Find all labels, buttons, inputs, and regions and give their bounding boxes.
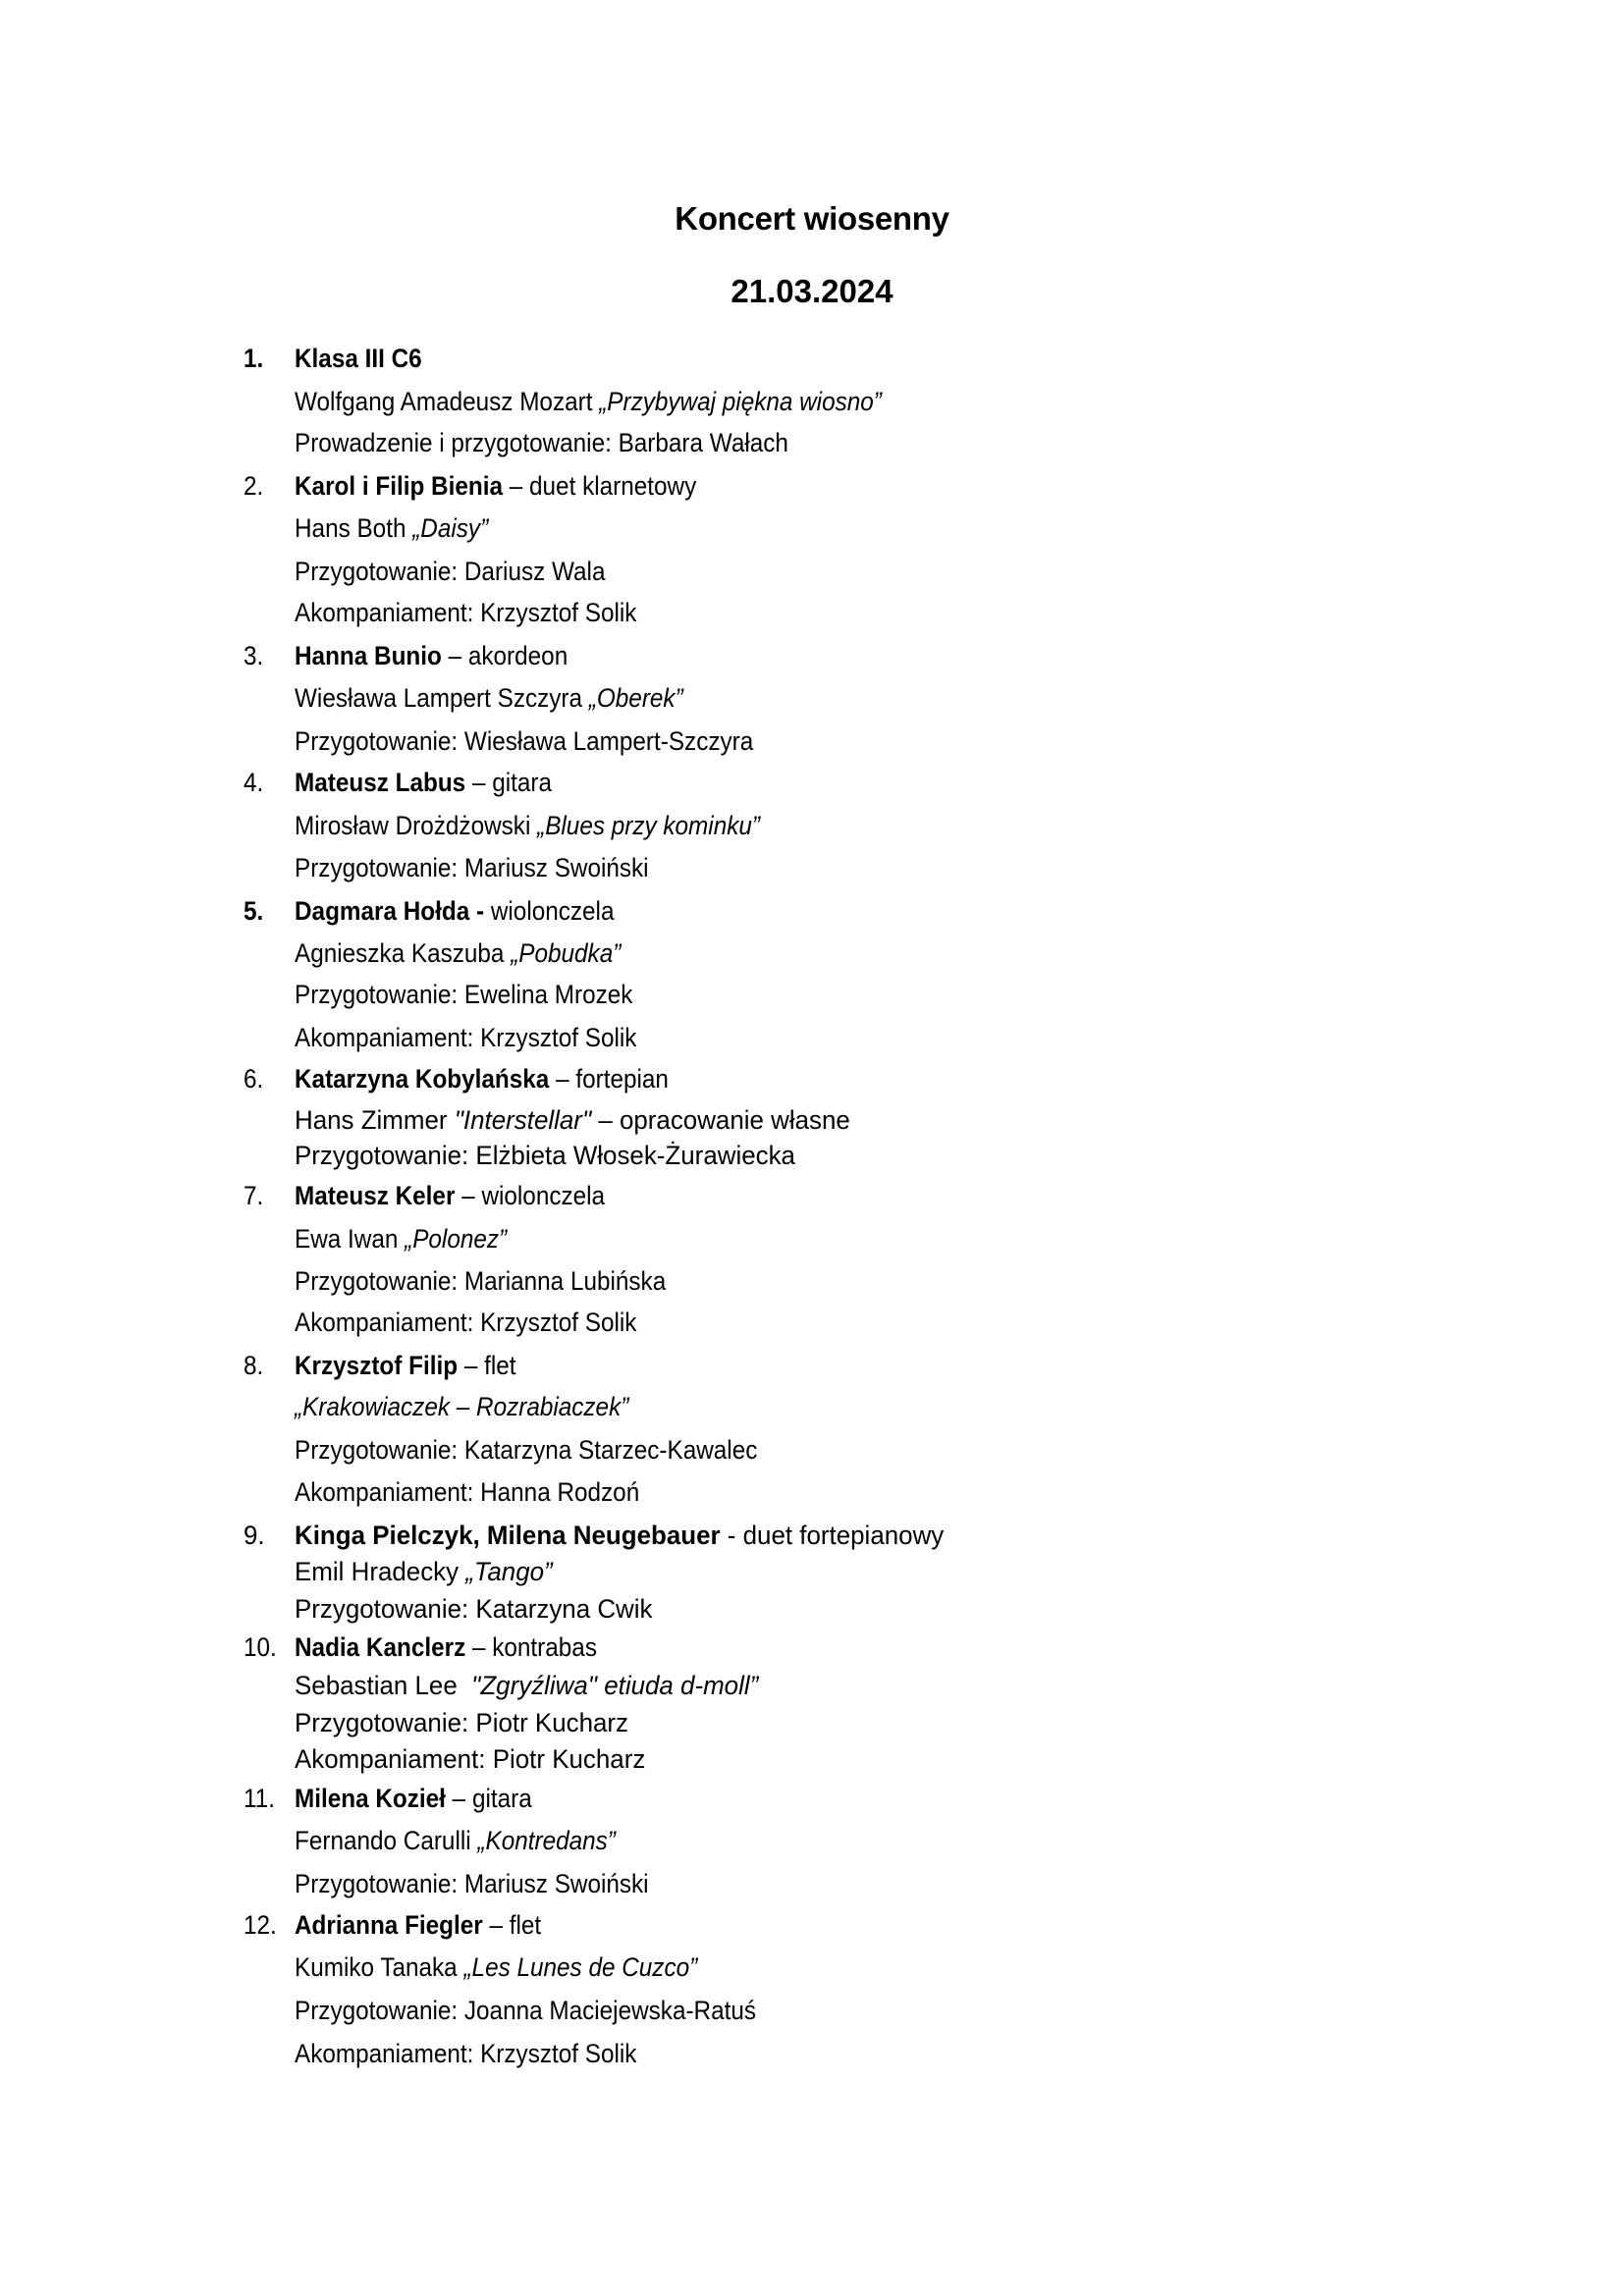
piece-line [295, 681, 683, 715]
detail-line: Przygotowanie: Mariusz Swoiński [295, 1869, 649, 1898]
instrument: flet [484, 1351, 516, 1380]
detail-line: Przygotowanie: Elżbieta Włosek-Żurawiecka [295, 1141, 795, 1170]
item-number: 6. [244, 1064, 264, 1094]
piece-title: „Krakowiaczek – Rozrabiaczek” [295, 1392, 629, 1421]
piece-line [295, 1222, 507, 1255]
separator: – [482, 1910, 510, 1940]
piece-title: "Zgryźliwa" etiuda d-moll” [471, 1671, 759, 1700]
performer-name: Nadia Kanclerz [295, 1632, 466, 1662]
detail-line: Przygotowanie: Mariusz Swoiński [295, 853, 649, 882]
detail-line: Akompaniament: Krzysztof Solik [295, 1023, 637, 1052]
detail-line: Akompaniament: Krzysztof Solik [295, 1308, 637, 1337]
instrument: duet klarnetowy [529, 471, 697, 501]
performer-name: Mateusz Keler [295, 1181, 456, 1210]
item-number: 12. [244, 1910, 277, 1940]
detail-line: Przygotowanie: Katarzyna Cwik [295, 1594, 653, 1624]
item-number: 7. [244, 1181, 264, 1210]
detail-line: Przygotowanie: Ewelina Mrozek [295, 980, 633, 1009]
item-header [295, 469, 696, 503]
item-number: 1. [244, 344, 264, 373]
piece-suffix: – opracowanie własne [591, 1105, 850, 1135]
performer-name: Hanna Bunio [295, 641, 442, 670]
detail-line: Przygotowanie: Marianna Lubińska [295, 1266, 667, 1296]
instrument: fortepian [575, 1064, 669, 1094]
detail-line: Akompaniament: Hanna Rodzoń [295, 1477, 640, 1507]
separator: - [720, 1521, 743, 1550]
piece-line [295, 511, 488, 545]
item-header [295, 1179, 605, 1212]
item-header [295, 1782, 532, 1815]
detail-line: Przygotowanie: Piotr Kucharz [295, 1708, 629, 1737]
separator: – [549, 1064, 576, 1094]
performer-name: Milena Kozieł [295, 1784, 446, 1813]
concert-date: 21.03.2024 [731, 273, 893, 309]
piece-line [295, 1390, 628, 1423]
piece-line [295, 1824, 616, 1857]
piece-title: „Przybywaj piękna wiosno” [599, 387, 882, 416]
separator: – [441, 641, 468, 670]
piece-line [295, 936, 621, 970]
detail-line: Przygotowanie: Dariusz Wala [295, 557, 606, 586]
composer: Hans Both [295, 513, 413, 543]
item-number: 4. [244, 768, 264, 797]
instrument: gitara [471, 1784, 532, 1813]
performer-name: Kinga Pielczyk, Milena Neugebauer [295, 1521, 721, 1550]
piece-title: „Tango” [465, 1557, 553, 1586]
performer-name: Krzysztof Filip [295, 1351, 459, 1380]
composer: Wiesława Lampert Szczyra [295, 683, 589, 713]
piece-line [295, 1669, 758, 1702]
performer-name: Adrianna Fiegler [295, 1910, 483, 1940]
item-header [295, 1519, 944, 1552]
separator: – [445, 1784, 472, 1813]
item-header [295, 639, 568, 672]
piece-line [295, 1950, 697, 1984]
composer: Emil Hradecky [295, 1557, 466, 1586]
piece-title: „Oberek” [588, 683, 683, 713]
item-header [295, 1908, 541, 1942]
performer-name: Karol i Filip Bienia [295, 471, 503, 501]
item-number: 5. [244, 896, 264, 926]
piece-line [295, 1103, 850, 1137]
composer: Fernando Carulli [295, 1826, 478, 1855]
separator: – [465, 768, 493, 797]
item-header [295, 766, 552, 799]
piece-title: „Polonez” [405, 1224, 508, 1254]
separator: – [455, 1181, 482, 1210]
performer-name: Klasa III C6 [295, 344, 422, 373]
item-number: 3. [244, 641, 264, 670]
separator: – [465, 1632, 493, 1662]
performer-name: Katarzyna Kobylańska [295, 1064, 550, 1094]
piece-line [295, 1555, 553, 1588]
item-number: 9. [244, 1521, 265, 1550]
item-number: 11. [244, 1784, 275, 1813]
piece-title: „Blues przy kominku” [537, 811, 760, 840]
composer: Wolfgang Amadeusz Mozart [295, 387, 600, 416]
detail-line: Przygotowanie: Joanna Maciejewska-Ratuś [295, 1996, 757, 2025]
item-header [295, 894, 614, 928]
composer: Sebastian Lee [295, 1671, 472, 1700]
performer-name: Dagmara Hołda [295, 896, 470, 926]
item-number: 10. [244, 1632, 277, 1662]
detail-line: Akompaniament: Piotr Kucharz [295, 1744, 646, 1774]
instrument: akordeon [467, 641, 568, 670]
piece-title: „Pobudka” [511, 938, 622, 968]
item-header [295, 1630, 597, 1664]
composer: Hans Zimmer [295, 1105, 455, 1135]
document-title: Koncert wiosenny [675, 200, 949, 237]
detail-line: Akompaniament: Krzysztof Solik [295, 2039, 637, 2068]
piece-line [295, 809, 760, 842]
separator: – [458, 1351, 485, 1380]
item-number: 8. [244, 1351, 264, 1380]
composer: Kumiko Tanaka [295, 1952, 464, 1982]
item-header [295, 1349, 516, 1382]
composer: Mirosław Drożdżowski [295, 811, 538, 840]
item-header [295, 1062, 669, 1095]
piece-title: „Kontredans” [477, 1826, 616, 1855]
piece-title: „Daisy” [412, 513, 489, 543]
detail-line: Przygotowanie: Wiesława Lampert-Szczyra [295, 726, 754, 756]
instrument: duet fortepianowy [742, 1521, 945, 1550]
composer: Agnieszka Kaszuba [295, 938, 512, 968]
composer: Ewa Iwan [295, 1224, 406, 1254]
piece-title: "Interstellar" [454, 1105, 592, 1135]
performer-name: Mateusz Labus [295, 768, 466, 797]
piece-line [295, 385, 882, 418]
piece-title: „Les Lunes de Cuzco” [463, 1952, 698, 1982]
detail-line: Przygotowanie: Katarzyna Starzec-Kawalec [295, 1435, 758, 1465]
instrument: flet [509, 1910, 542, 1940]
instrument: wiolonczela [481, 1181, 606, 1210]
detail-line: Akompaniament: Krzysztof Solik [295, 598, 637, 627]
separator: - [469, 896, 491, 926]
item-header [295, 342, 422, 375]
item-number: 2. [244, 471, 264, 501]
instrument: gitara [492, 768, 553, 797]
instrument: wiolonczela [490, 896, 615, 926]
separator: – [502, 471, 530, 501]
detail-line: Prowadzenie i przygotowanie: Barbara Wałach [295, 428, 788, 457]
instrument: kontrabas [492, 1632, 597, 1662]
